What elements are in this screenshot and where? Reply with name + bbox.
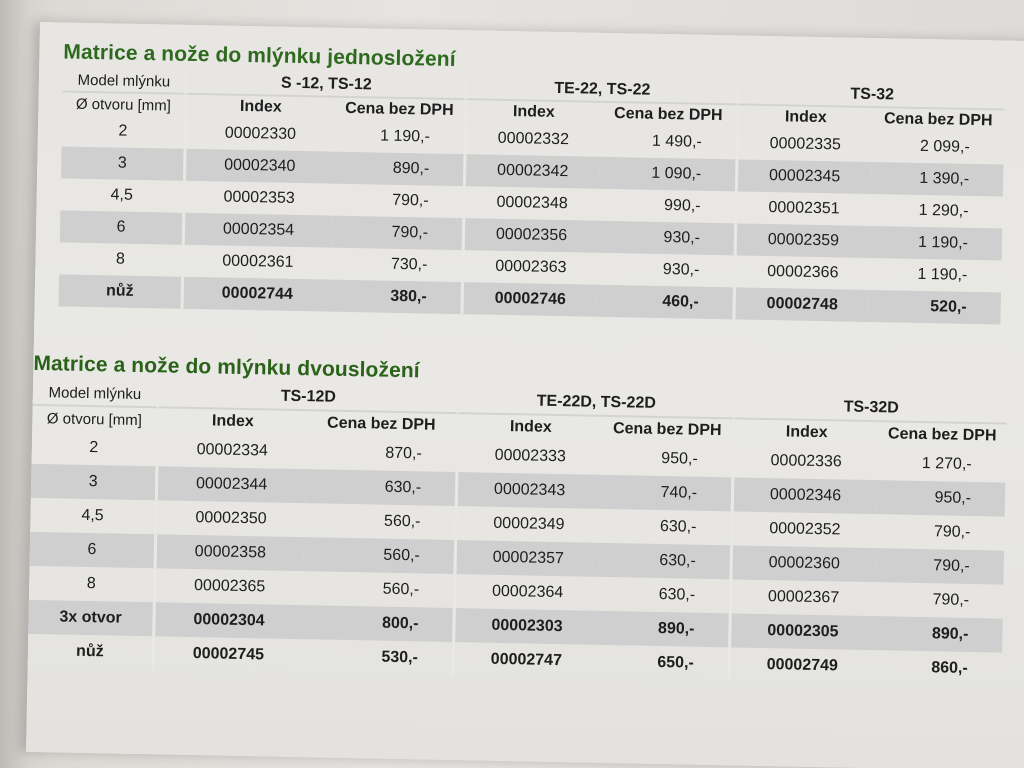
column-header: Index (732, 419, 878, 446)
index-cell: 00002349 (454, 506, 601, 543)
index-cell: 00002342 (463, 154, 600, 189)
price-cell: 890,- (598, 611, 729, 647)
index-cell: 00002358 (154, 534, 305, 571)
price-cell: 630,- (659, 517, 697, 536)
column-header: Cena bez DPH (613, 105, 723, 125)
group-name: TE-22, TS-22 (465, 76, 737, 105)
price-cell: 560,- (304, 537, 455, 574)
price-cell: 890,- (874, 616, 1003, 652)
column-header: Index (736, 105, 872, 130)
price-cell: 730,- (390, 255, 428, 274)
price-cell: 530,- (381, 648, 419, 667)
index-cell: 00002360 (729, 545, 876, 582)
index-cell: 00002354 (182, 213, 333, 248)
index-cell: 00002365 (153, 568, 304, 605)
row-label: nůž (75, 642, 104, 661)
index-cell: 00002343 (455, 472, 602, 509)
column-header: Index (156, 408, 306, 435)
index-cell: 00002350 (154, 500, 305, 537)
index-cell: 00002332 (464, 122, 601, 157)
model-label: Model mlýnku (63, 68, 185, 94)
group-name: TE-22D, TS-22D (457, 388, 733, 419)
price-cell: 1 090,- (599, 157, 736, 192)
price-cell: 800,- (302, 605, 453, 642)
price-cell: 2 099,- (919, 137, 970, 156)
index-cell: 00002336 (731, 443, 878, 480)
table-body (59, 114, 1005, 324)
index-cell: 00002744 (181, 277, 332, 312)
index-cell: 00002364 (453, 574, 600, 611)
index-cell: 00002340 (183, 149, 334, 184)
index-cell: 00002335 (735, 127, 872, 162)
row-label: nůž (59, 274, 182, 308)
index-cell: 00002344 (155, 466, 306, 503)
index-cell: 00002749 (727, 647, 874, 684)
index-cell: 00002352 (730, 511, 877, 548)
price-cell: 790,- (933, 523, 971, 541)
price-cell: 890,- (333, 152, 464, 186)
price-cell: 950,- (877, 480, 1006, 516)
index-cell: 00002346 (731, 477, 878, 514)
index-cell: 00002747 (452, 642, 599, 679)
index-cell: 00002746 (460, 282, 597, 317)
double-grinder-section (28, 352, 1008, 687)
price-table-double (28, 380, 1007, 687)
price-cell: 790,- (875, 548, 1004, 584)
group-name: TS-32D (732, 393, 1006, 424)
index-cell: 00002303 (452, 608, 599, 645)
row-label: 4,5 (81, 506, 104, 525)
price-cell: 560,- (382, 580, 420, 599)
row-label: 3x otvor (28, 600, 153, 636)
price-cell: 950,- (661, 450, 698, 468)
price-cell: 560,- (383, 512, 421, 531)
row-label: 6 (30, 532, 155, 568)
row-label: 3 (31, 464, 156, 500)
row-label: 2 (89, 439, 99, 457)
price-cell: 1 490,- (651, 132, 702, 151)
group-name: TS-12D (157, 382, 457, 414)
catalog-page (26, 22, 1024, 768)
column-header: Cena bez DPH (612, 420, 722, 440)
index-cell: 00002359 (734, 223, 871, 258)
column-header: Index (184, 95, 334, 120)
index-cell: 00002357 (453, 540, 600, 577)
price-cell: 1 190,- (379, 127, 431, 146)
column-header: Index (464, 100, 600, 125)
row-label: 8 (115, 250, 126, 268)
row-label: 3 (61, 146, 184, 180)
index-cell: 00002366 (733, 255, 870, 290)
table-body (28, 430, 1006, 687)
price-cell: 630,- (305, 469, 456, 506)
price-cell: 630,- (599, 543, 730, 579)
price-cell: 380,- (330, 280, 461, 314)
index-cell: 00002353 (182, 181, 333, 216)
price-cell: 460,- (596, 285, 733, 320)
index-cell: 00002330 (184, 117, 335, 152)
index-cell: 00002356 (462, 218, 599, 253)
column-header: Index (456, 414, 602, 441)
price-table-single (59, 68, 1005, 324)
price-cell: 790,- (392, 191, 429, 210)
price-cell: 930,- (598, 221, 735, 256)
index-cell: 00002361 (181, 245, 332, 280)
price-cell: 1 270,- (921, 455, 972, 473)
index-cell: 00002334 (155, 432, 306, 469)
price-cell: 650,- (657, 653, 694, 672)
diameter-label: Ø otvoru [mm] (46, 409, 143, 429)
index-cell: 00002363 (461, 250, 598, 285)
group-name: S -12, TS-12 (185, 71, 465, 100)
column-header: Cena bez DPH (326, 414, 436, 434)
price-cell: 1 290,- (918, 201, 969, 220)
column-header: Cena bez DPH (887, 425, 997, 445)
row-label: 6 (60, 210, 183, 244)
price-cell: 630,- (658, 585, 696, 604)
index-cell: 00002345 (735, 159, 872, 194)
index-cell: 00002367 (729, 579, 876, 616)
index-cell: 00002351 (734, 191, 871, 226)
price-cell: 870,- (385, 444, 422, 463)
column-header: Cena bez DPH (883, 110, 993, 130)
price-cell: 740,- (601, 475, 732, 511)
index-cell: 00002745 (152, 636, 303, 673)
price-cell: 790,- (932, 591, 970, 609)
group-name: TS-32 (737, 81, 1005, 110)
price-cell: 930,- (662, 261, 700, 279)
price-cell: 520,- (868, 290, 1001, 325)
row-label: 4,5 (110, 186, 133, 204)
single-grinder-section (59, 40, 1006, 324)
price-cell: 990,- (663, 197, 701, 215)
price-cell: 1 190,- (870, 226, 1003, 261)
price-cell: 860,- (931, 659, 968, 677)
price-cell: 790,- (332, 216, 463, 250)
index-cell: 00002305 (728, 613, 875, 650)
index-cell: 00002748 (732, 287, 869, 322)
column-header: Cena bez DPH (345, 99, 454, 119)
index-cell: 00002304 (152, 602, 303, 639)
model-label: Model mlýnku (33, 380, 157, 408)
price-cell: 1 390,- (871, 162, 1004, 197)
row-label: 2 (118, 122, 128, 140)
row-label: 8 (86, 575, 96, 593)
section-title: Matrice a nože do mlýnku dvousložení (33, 351, 420, 383)
index-cell: 00002348 (462, 186, 599, 221)
section-title: Matrice a nože do mlýnku jednosložení (63, 40, 456, 71)
price-cell: 1 190,- (917, 265, 968, 284)
diameter-label: Ø otvoru [mm] (75, 95, 172, 115)
index-cell: 00002333 (455, 438, 602, 475)
